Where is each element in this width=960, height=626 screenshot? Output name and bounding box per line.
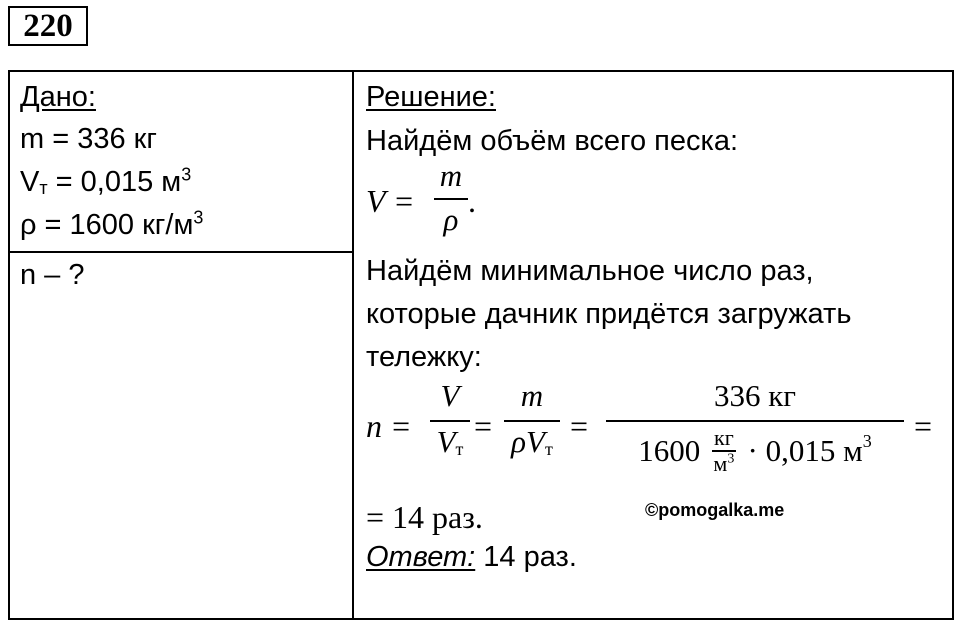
formula-2-eq-1: =	[474, 408, 493, 444]
formula-1-numerator: m	[439, 158, 463, 193]
fraction-3-numerator: 336 кг	[713, 378, 797, 413]
solution-line-4: тележку:	[366, 341, 482, 373]
fraction-1-numerator: V	[440, 378, 460, 413]
given-volume: $V_т = 0,015$ $м^3$	[20, 164, 192, 198]
formula-result: = 14 раз.	[366, 499, 483, 535]
solution-line-1: Найдём объём всего песка:	[366, 125, 739, 157]
given-density: ρ = 1600 $кг/м^3$	[20, 207, 204, 241]
problem-number: 220	[8, 6, 88, 46]
watermark: ©pomogalka.me	[645, 500, 785, 520]
solution-line-3: которые дачник придётся загружать	[366, 298, 852, 330]
fraction-3-bar	[606, 420, 904, 422]
unit-fraction: кг $м^3$	[713, 425, 735, 476]
column-divider	[352, 72, 354, 618]
formula-1-bar	[434, 198, 468, 200]
formula-1-fraction	[434, 158, 468, 238]
fraction-3-denominator: 1600 кг $м^3$ · 0,015 $м^3$	[638, 425, 872, 476]
solution-table	[8, 70, 954, 620]
given-header: Дано:	[20, 81, 96, 113]
fraction-2-denominator: $\rho V_т$	[511, 424, 553, 459]
formula-1-period: .	[468, 183, 476, 219]
fraction-1-bar	[430, 420, 470, 422]
formula-2-eq-2: =	[570, 408, 589, 444]
solution-line-2: Найдём минимальное число раз,	[366, 255, 814, 287]
formula-2-fraction-1	[430, 378, 470, 474]
given-divider	[10, 251, 352, 253]
given-unknown: n – ?	[20, 259, 85, 291]
fraction-2-numerator: m	[520, 378, 544, 413]
formula-1-lhs: V =	[366, 183, 415, 219]
fraction-1-denominator: $V_т$	[436, 424, 464, 459]
answer-value: 14 раз.	[475, 541, 577, 573]
given-mass: m = 336 кг	[20, 123, 157, 155]
fraction-2-bar	[504, 420, 560, 422]
answer-line	[366, 540, 577, 574]
formula-2-lhs: n =	[366, 408, 412, 444]
formula-2-fraction-3	[606, 374, 904, 484]
answer-label: Ответ:	[366, 541, 476, 573]
formula-2-eq-3: =	[914, 408, 933, 444]
formula-1-denominator: ρ	[443, 202, 459, 237]
formula-2-fraction-2	[504, 378, 560, 474]
solution-header: Решение:	[366, 81, 496, 113]
